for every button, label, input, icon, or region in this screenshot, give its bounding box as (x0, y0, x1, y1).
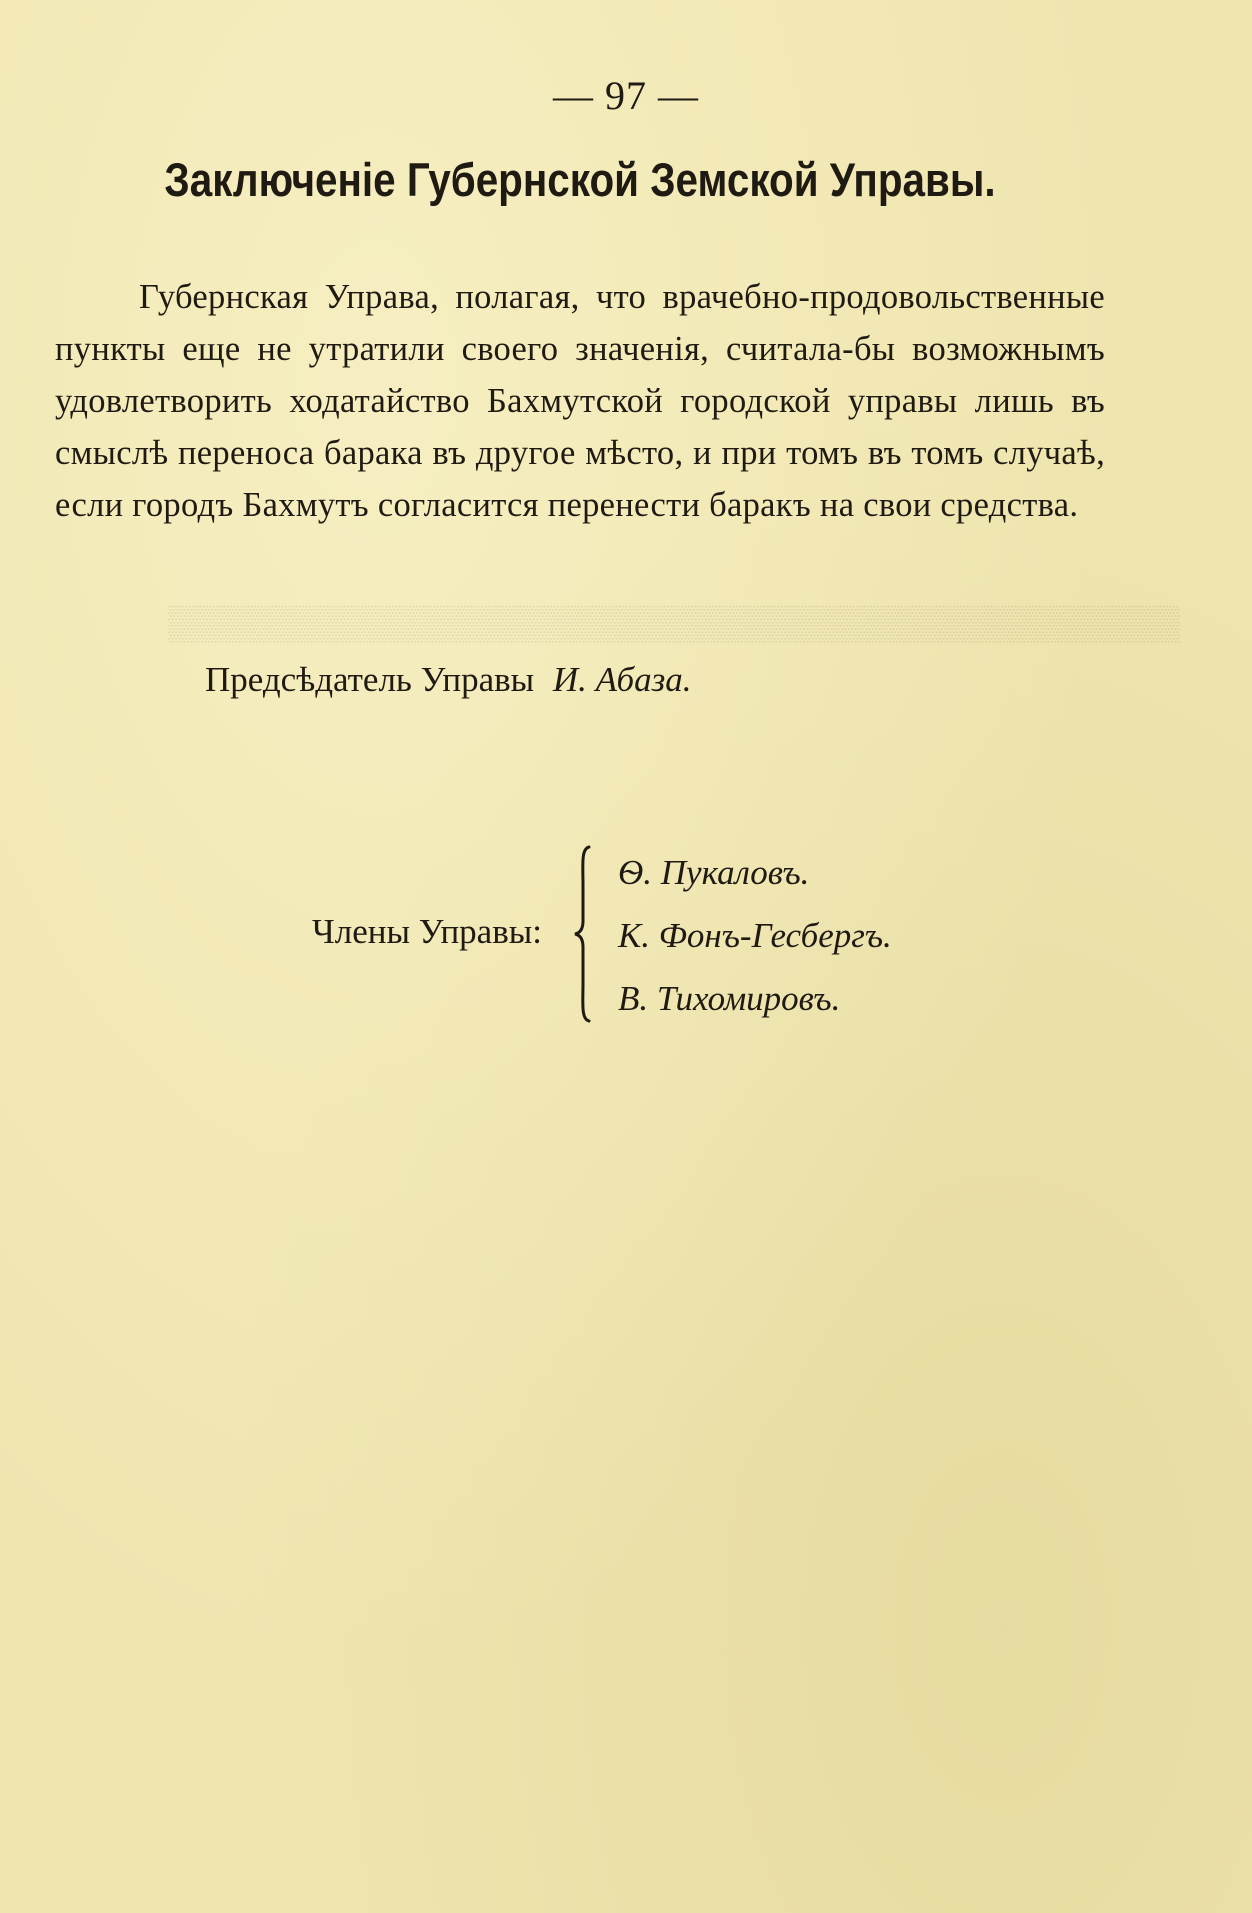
members-label: Члены Управы: (312, 912, 542, 951)
members-list (618, 848, 892, 1037)
chairman-signature (205, 660, 692, 700)
page-number: — 97 — (553, 73, 699, 118)
member-name: К. Фонъ-Гесбергъ. (618, 916, 892, 955)
member-name: В. Тихомировъ. (618, 979, 841, 1018)
body-paragraph: Губернская Управа, полагая, что врачебно-продовольственные пункты еще не утратили своего значенія, считала-бы возможнымъ удовлетворить ходатайство Бахмутской городской управы лишь въ смыслѣ переноса барака въ другое мѣсто, и при томъ въ томъ случаѣ, если городъ Бахмутъ согласится перенести баракъ на свои средства. (55, 277, 1105, 524)
page-title: Заключеніе Губернской Земской Управы. (164, 153, 996, 206)
bleed-through-texture: ▒▒▒▒▒▒▒▒▒▒▒▒▒▒▒▒▒▒▒▒▒▒▒▒▒▒▒▒▒▒▒▒▒▒▒▒▒▒▒▒▒▒ (168, 605, 1180, 642)
chairman-name: И. Абаза. (552, 660, 692, 699)
curly-brace-icon (572, 845, 592, 1023)
chairman-label: Предсѣдатель Управы (205, 660, 535, 699)
member-name: Ѳ. Пукаловъ. (618, 853, 810, 892)
